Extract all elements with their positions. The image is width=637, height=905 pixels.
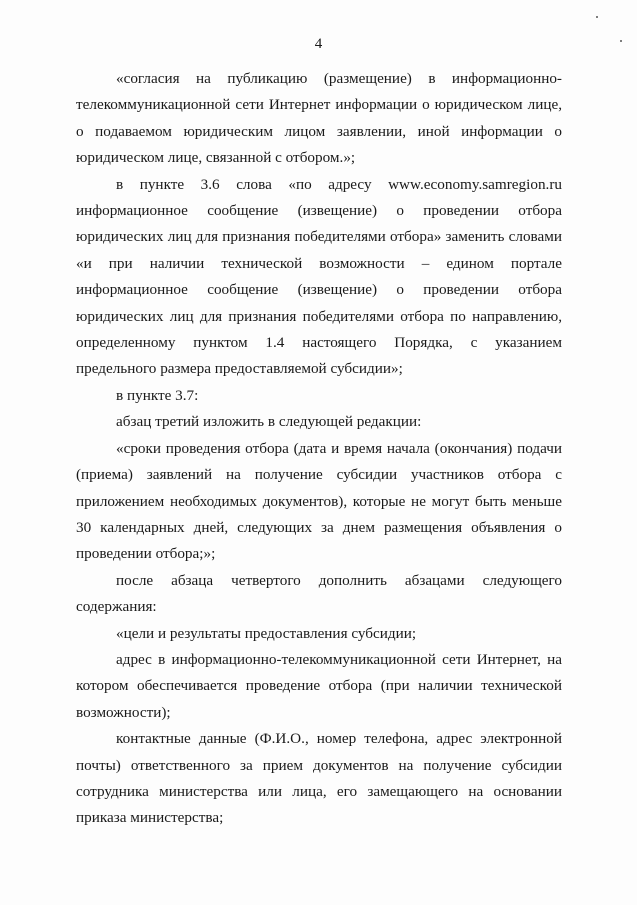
document-body (76, 66, 562, 832)
paragraph-add-abzacs-instruction: после абзаца четвертого дополнить абзацами следующего содержания: (76, 571, 562, 616)
paragraph-goals-results: «цели и результаты предоставления субсидии; (116, 624, 417, 642)
scan-speck (596, 16, 598, 18)
scan-speck (620, 40, 622, 42)
page-number: 4 (314, 36, 323, 52)
paragraph-third-abzac-instruction: абзац третий изложить в следующей редакции: (116, 413, 422, 431)
paragraph-clause-3-6: в пункте 3.6 слова «по адресу www.economy.samregion.ru информационное сообщение (извещение) о проведении отбора юридических лиц для признания победителями отбора» заменить словами «и при наличии технической возможности – едином портале информационное сообщение (извещение) о проведении отбора юридических лиц для признания победителями отбора по направлению, определенному пунктом 1.4 настоящего Порядка, с указанием предельного размера предоставляемой субсидии»; (76, 175, 562, 378)
paragraph-contact-details: контактные данные (Ф.И.О., номер телефона, адрес электронной почты) ответственного за прием документов на получение субсидии сотрудника министерства или лица, его замещающего на основании приказа министерства; (76, 730, 562, 827)
paragraph-internet-address: адрес в информационно-телекоммуникационной сети Интернет, на котором обеспечивается проведение отбора (при наличии технической возможности); (76, 650, 562, 721)
paragraph-consent-publication: «согласия на публикацию (размещение) в информационно-телекоммуникационной сети Интернет информации о юридическом лице, о подаваемом юридическим лицом заявлении, иной информации о юридическом лице, связанной с отбором.»; (76, 70, 562, 167)
paragraph-selection-deadlines: «сроки проведения отбора (дата и время начала (окончания) подачи (приема) заявлений на получение субсидии участников отбора с приложением необходимых документов), которые не могут быть меньше 30 календарных дней, следующих за днем размещения объявления о проведении отбора;»; (76, 439, 562, 563)
paragraph-clause-3-7-heading: в пункте 3.7: (116, 386, 199, 404)
